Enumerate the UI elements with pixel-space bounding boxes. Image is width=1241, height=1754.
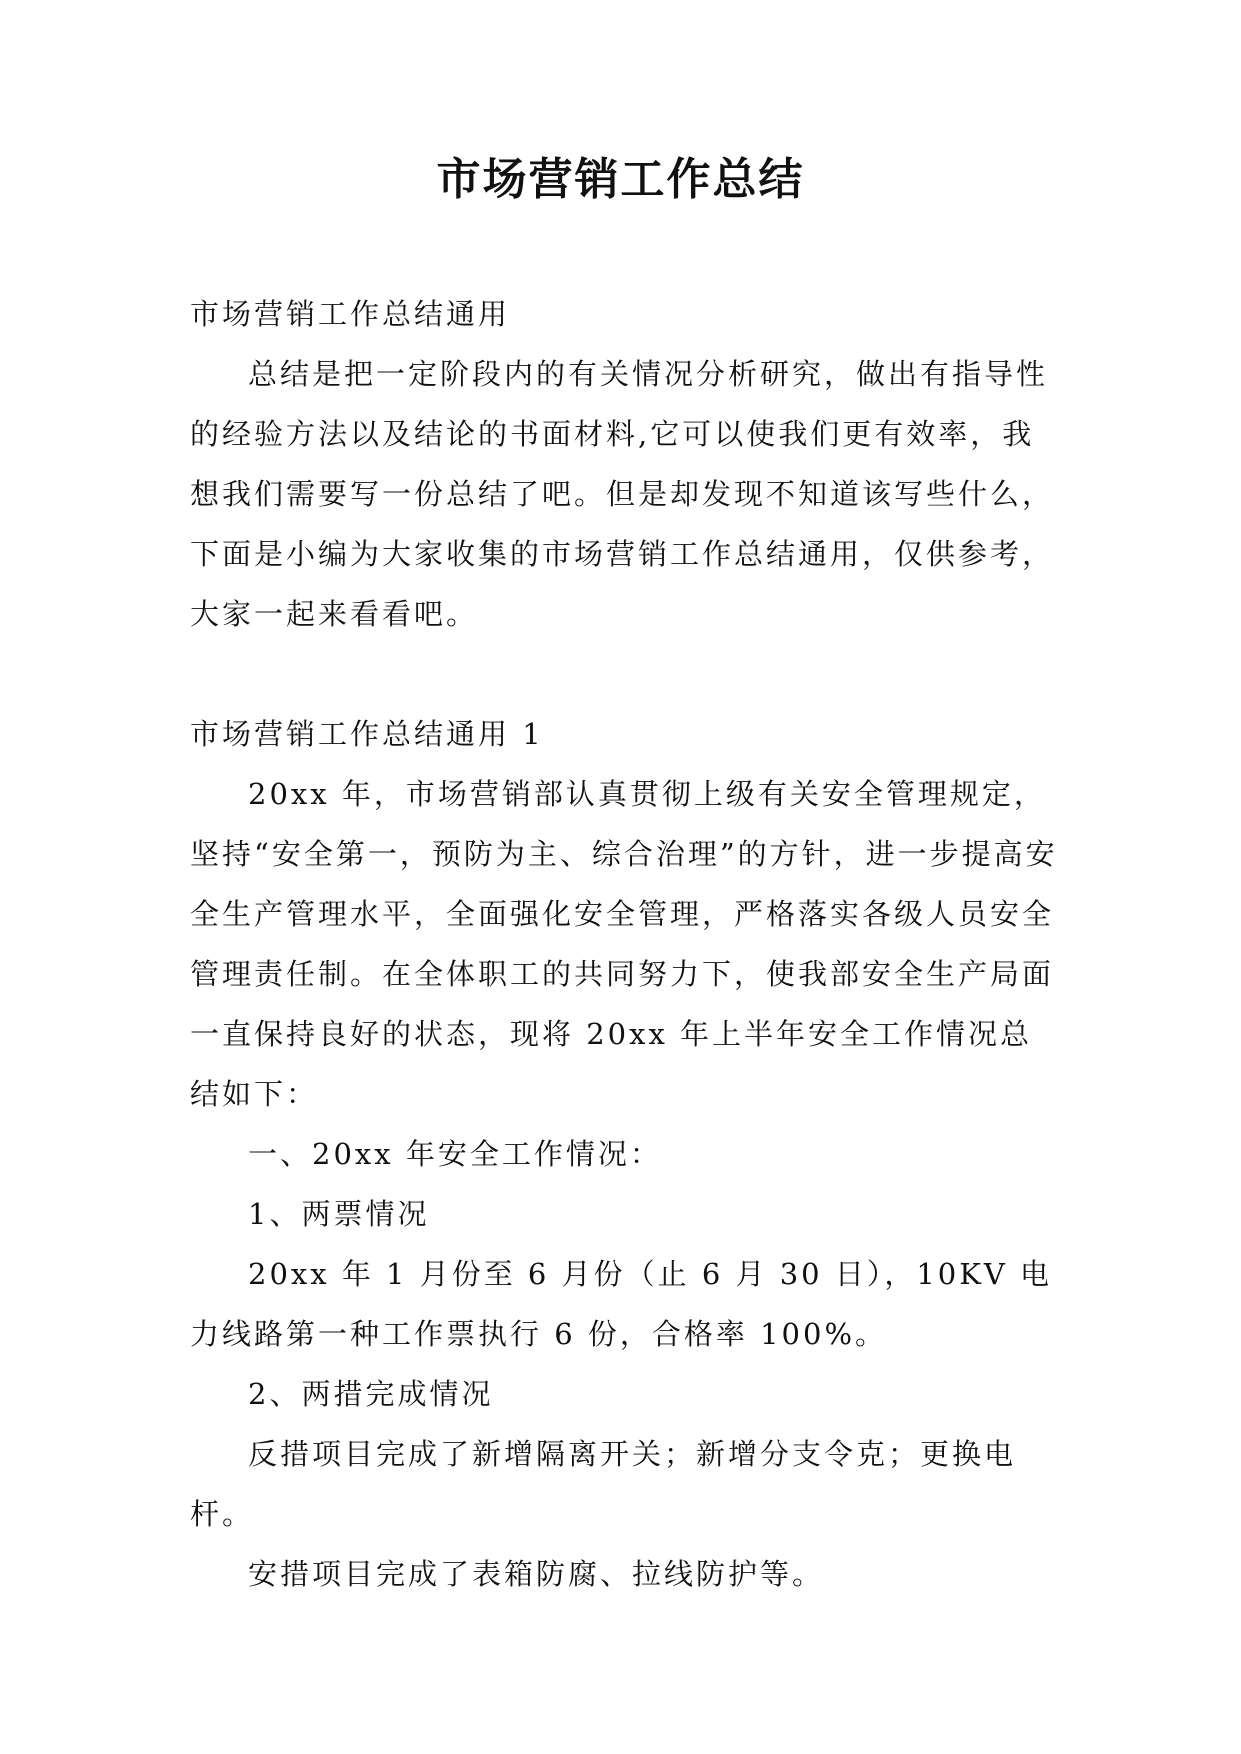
item2-text-1: 反措项目完成了新增隔离开关；新增分支令克；更换电杆。 <box>190 1437 1017 1531</box>
section1-heading: 市场营销工作总结通用 1 <box>190 717 544 751</box>
item2-text-2: 安措项目完成了表箱防腐、拉线防护等。 <box>248 1557 825 1591</box>
section-gap <box>190 644 1060 704</box>
item1-heading: 1、两票情况 <box>248 1197 430 1231</box>
section1-paragraph: 20xx 年，市场营销部认真贯彻上级有关安全管理规定，坚持“安全第一，预防为主、综合治理”的方针，进一步提高安全生产管理水平，全面强化安全管理，严格落实各级人员安全管理责任制。在全体职工的共同努力下，使我部安全生产局面一直保持良好的状态，现将 20xx 年上半年安全工作情况总结如下： <box>190 777 1058 1111</box>
subheading-1: 一、20xx 年安全工作情况： <box>248 1137 662 1171</box>
intro-heading: 市场营销工作总结通用 <box>190 297 511 331</box>
item1-text: 20xx 年 1 月份至 6 月份（止 6 月 30 日），10KV 电力线路第一种工作票执行 6 份，合格率 100%。 <box>190 1257 1053 1351</box>
intro-paragraph: 总结是把一定阶段内的有关情况分析研究，做出有指导性的经验方法以及结论的书面材料,它可以使我们更有效率，我想我们需要写一份总结了吧。但是却发现不知道该写些什么，下面是小编为大家收集的市场营销工作总结通用，仅供参考，大家一起来看看吧。 <box>190 357 1055 631</box>
item2-heading: 2、两措完成情况 <box>248 1377 494 1411</box>
document-body <box>190 284 1060 1604</box>
document-title: 市场营销工作总结 <box>436 154 805 205</box>
